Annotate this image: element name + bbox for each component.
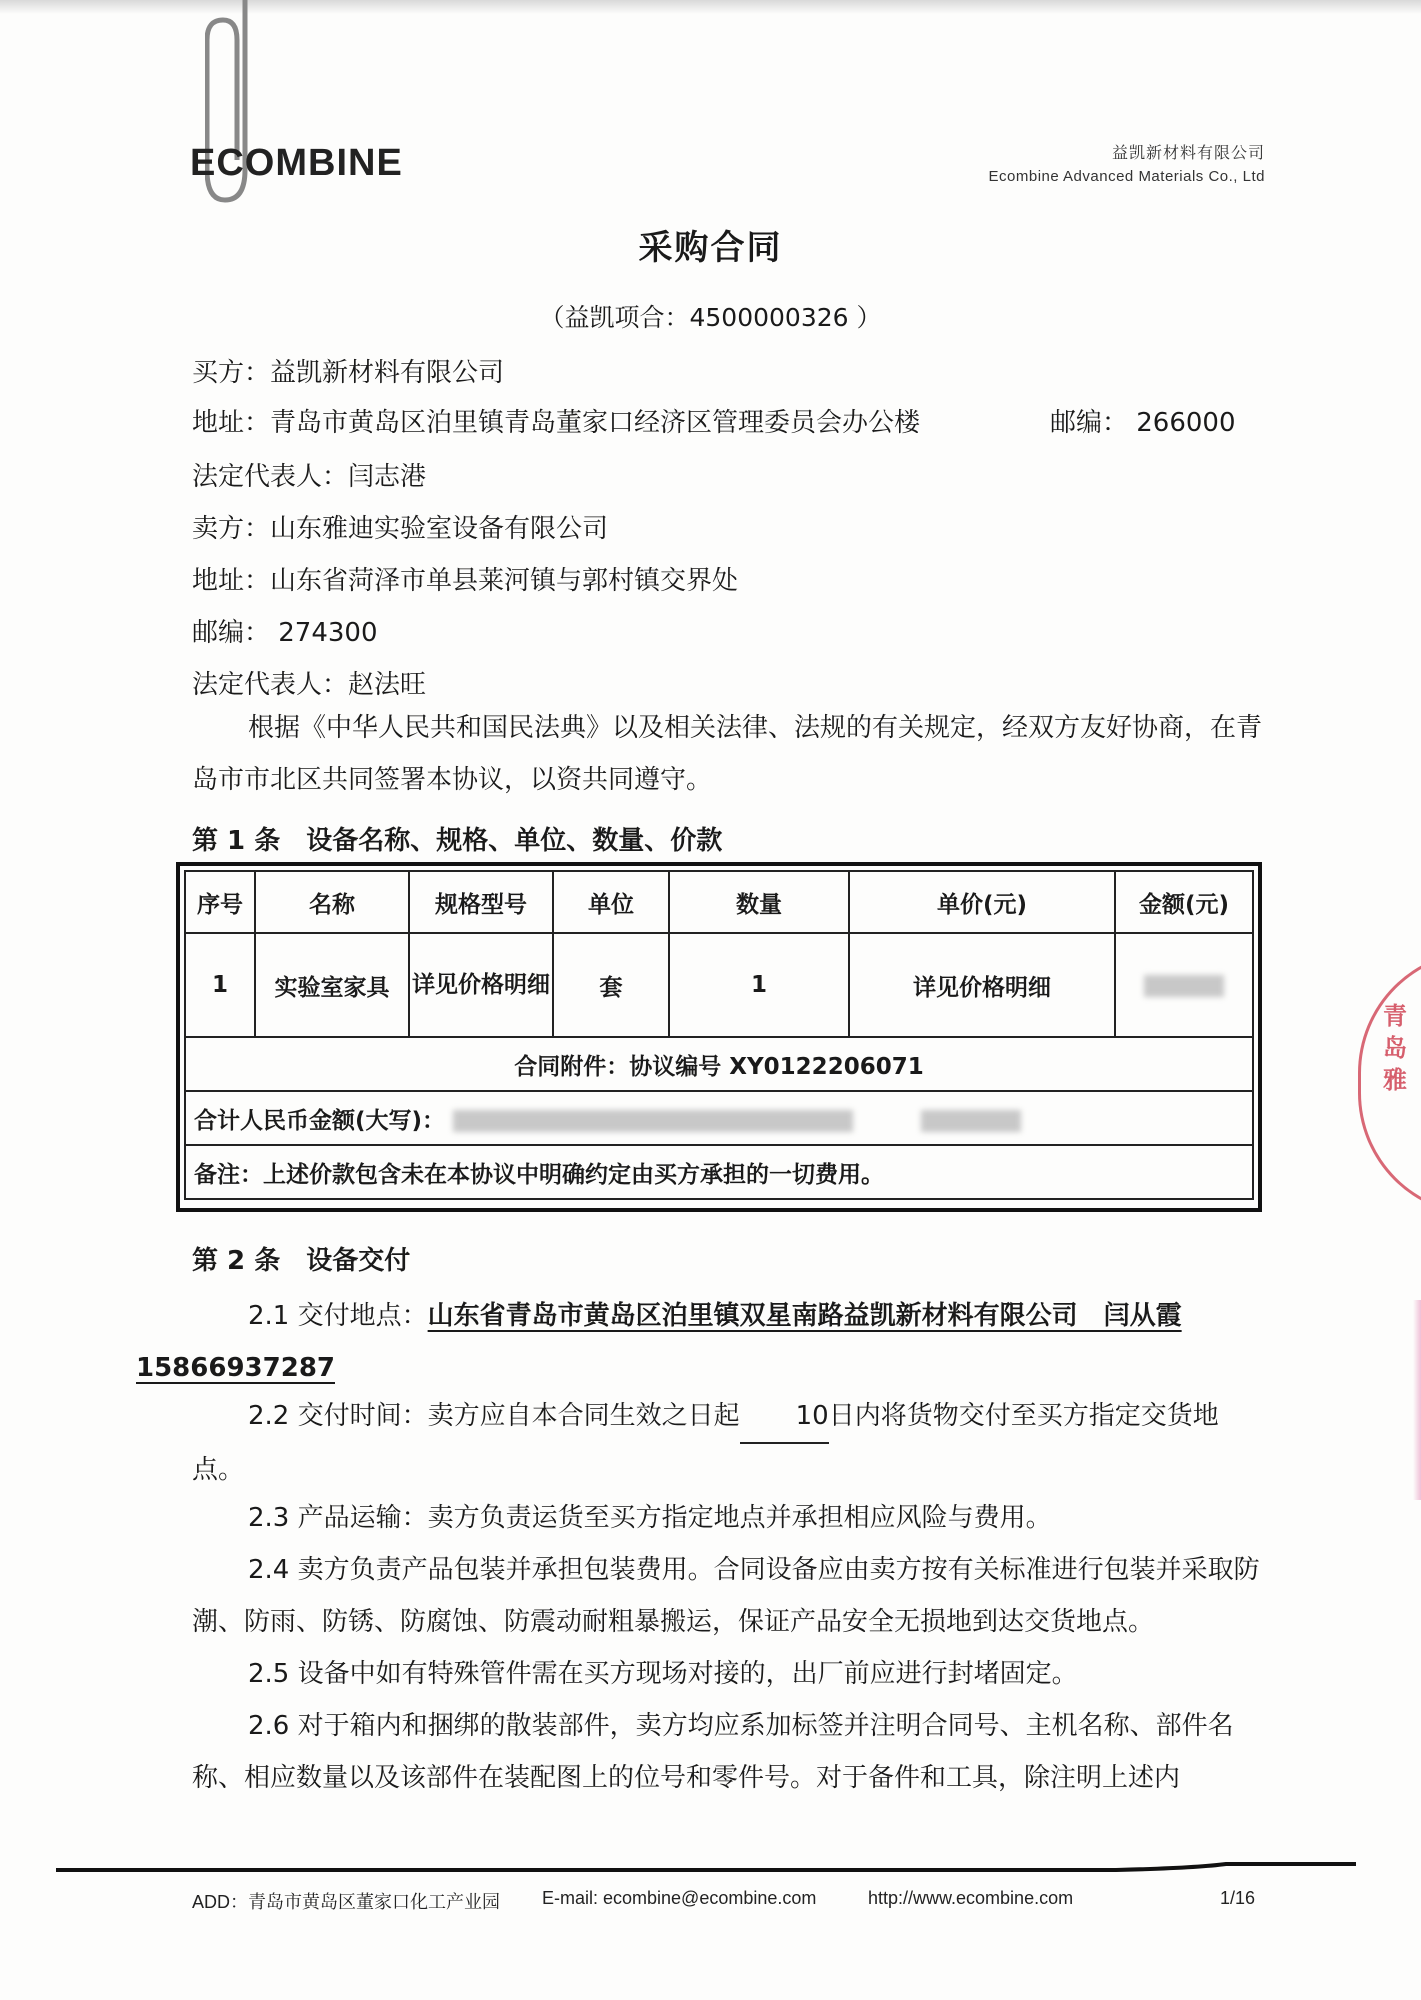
seller-postcode: 邮编： 274300: [192, 618, 378, 648]
table-cell: 1: [185, 933, 255, 1037]
article2-heading: 第 2 条 设备交付: [192, 1246, 411, 1276]
contract-number: （益凯项合：4500000326 ）: [539, 303, 882, 332]
col-header: 金额(元): [1115, 871, 1253, 933]
delivery-place: 山东省青岛市黄岛区泊里镇双星南路益凯新材料有限公司 闫从霞: [427, 1301, 1182, 1331]
redacted-total: [453, 1110, 853, 1132]
clause-2-1-prefix: 2.1 交付地点：: [248, 1301, 428, 1331]
seller-name: 卖方：山东雅迪实验室设备有限公司: [192, 514, 609, 544]
footer-website[interactable]: http://www.ecombine.com: [868, 1888, 1074, 1908]
total-cell: [185, 1091, 1253, 1145]
clause-2-5: 2.5 设备中如有特殊管件需在买方现场对接的，出厂前应进行封堵固定。: [248, 1659, 1078, 1689]
redacted-total-figure: [921, 1110, 1021, 1132]
delivery-days: 10: [740, 1390, 829, 1444]
table-cell: 1: [669, 933, 849, 1037]
footer-address: ADD：青岛市黄岛区董家口化工产业园: [192, 1892, 501, 1912]
delivery-phone: 15866937287: [136, 1353, 335, 1383]
remark-row: [185, 1145, 1253, 1199]
company-logo: ECOMBINE: [190, 142, 403, 184]
clause-2-6: 2.6 对于箱内和捆绑的散装部件，卖方均应系加标签并注明合同号、主机名称、部件名称、相应数量以及该部件在装配图上的位号和零件号。对于备件和工具，除注明上述内: [192, 1711, 1234, 1793]
attachment-row: [185, 1037, 1253, 1091]
clause-2-3: 2.3 产品运输：卖方负责运货至买方指定地点并承担相应风险与费用。: [248, 1503, 1052, 1533]
buyer-name: 买方：益凯新材料有限公司: [192, 358, 505, 388]
buyer-address: 地址：青岛市黄岛区泊里镇青岛董家口经济区管理委员会办公楼: [192, 408, 921, 438]
page-number: 1/16: [1220, 1888, 1256, 1908]
col-header: 单位: [553, 871, 669, 933]
clause-2-4: 2.4 卖方负责产品包装并承担包装费用。合同设备应由卖方按有关标准进行包装并采取防潮、防雨、防锈、防腐蚀、防震动耐粗暴搬运，保证产品安全无损地到达交货地点。: [192, 1555, 1260, 1637]
article1-heading: 第 1 条 设备名称、规格、单位、数量、价款: [192, 826, 723, 856]
total-row: [185, 1091, 1253, 1145]
col-header: 单价(元): [849, 871, 1115, 933]
clause-2-2-suffix: 日内将货物交付至买方指定交货地点。: [192, 1401, 1219, 1485]
seller-address: 地址：山东省菏泽市单县莱河镇与郭村镇交界处: [192, 566, 739, 596]
price-table: [184, 870, 1254, 1200]
total-label: 合计人民币金额(大写)：: [194, 1107, 446, 1134]
document-title: 采购合同: [638, 228, 783, 268]
buyer-postcode: 邮编： 266000: [1050, 408, 1236, 438]
clause-2-2: [192, 1390, 1267, 1496]
table-cell: 实验室家具: [255, 933, 409, 1037]
attachment-cell: 合同附件：协议编号 XY0122206071: [185, 1037, 1253, 1091]
col-header: 数量: [669, 871, 849, 933]
paper-clip-icon: [205, 0, 275, 230]
page-edge-mark: [1413, 1300, 1421, 1500]
redacted-amount: [1115, 933, 1253, 1037]
col-header: 名称: [255, 871, 409, 933]
buyer-representative: 法定代表人：闫志港: [192, 462, 427, 492]
table-cell: 详见价格明细: [849, 933, 1115, 1037]
clause-2-1: [136, 1290, 1267, 1394]
remark-cell: 备注：上述价款包含未在本协议中明确约定由买方承担的一切费用。: [185, 1145, 1253, 1199]
footer-email: E-mail: ecombine@ecombine.com: [542, 1888, 817, 1908]
footer-divider: [56, 1862, 1356, 1872]
seller-representative: 法定代表人：赵法旺: [192, 670, 427, 700]
col-header: 序号: [185, 871, 255, 933]
table-row: [185, 933, 1253, 1037]
table-cell: 套: [553, 933, 669, 1037]
table-cell: 详见价格明细: [409, 933, 553, 1037]
clause-2-2-prefix: 2.2 交付时间：卖方应自本合同生效之日起: [248, 1401, 740, 1431]
preamble: 根据《中华人民共和国民法典》以及相关法律、法规的有关规定，经双方友好协商，在青岛市市北区共同签署本协议，以资共同遵守。: [192, 713, 1263, 795]
company-name-cn: 益凯新材料有限公司: [1111, 143, 1265, 162]
seal-stamp-text: 青岛雅: [1383, 1002, 1407, 1094]
col-header: 规格型号: [409, 871, 553, 933]
table-header-row: [185, 871, 1253, 933]
company-name-en: Ecombine Advanced Materials Co., Ltd: [988, 168, 1265, 185]
